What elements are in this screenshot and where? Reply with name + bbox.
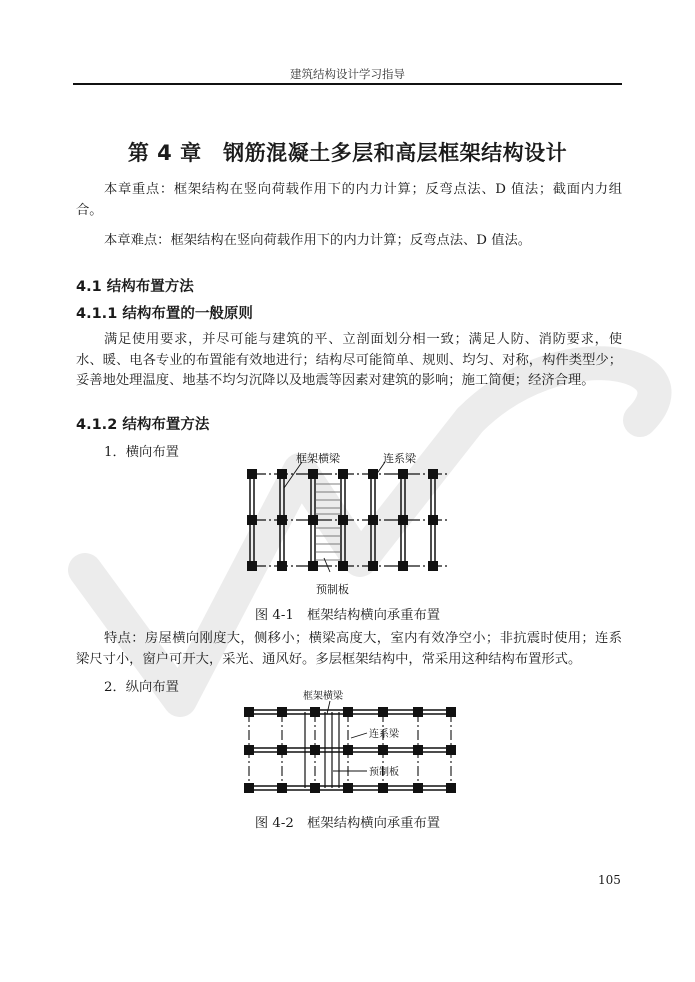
section-heading-4-1: 4.1 结构布置方法: [76, 279, 194, 295]
chapter-title: 第 4 章 钢筋混凝土多层和高层框架结构设计: [127, 141, 568, 165]
list-item-longitudinal: 2．纵向布置: [104, 680, 179, 695]
label-precast-slab: 预制板: [316, 583, 349, 596]
figure-4-2-diagram: [235, 688, 465, 800]
label-frame-beam: 框架横梁: [296, 452, 340, 465]
section-heading-4-1-2: 4.1.2 结构布置方法: [76, 417, 210, 433]
figure-4-1-caption: 图 4-1 框架结构横向承重布置: [254, 608, 441, 623]
label-precast-slab: 预制板: [369, 767, 399, 778]
page-number: 105: [598, 873, 621, 887]
list-item-transverse: 1．横向布置: [104, 445, 179, 460]
label-frame-beam: 框架横梁: [303, 691, 343, 702]
principles-paragraph: 满足使用要求，并尽可能与建筑的平、立剖面划分相一致；满足人防、消防要求，使水、暖、电各专业的布置能有效地进行；结构尽可能简单、规则、均匀、对称，构件类型少；妥善地处理温度、地基不均匀沉降以及地震等因素对建筑的影响；施工简便；经济合理。: [76, 332, 622, 388]
header-rule: [73, 83, 622, 85]
figure-4-2-caption: 图 4-2 框架结构横向承重布置: [254, 816, 441, 831]
difficulties-paragraph: 本章难点：框架结构在竖向荷载作用下的内力计算；反弯点法、D 值法。: [104, 233, 532, 248]
running-header: 建筑结构设计学习指导: [290, 67, 405, 81]
label-tie-beam: 连系梁: [383, 452, 416, 465]
figure-4-1-diagram: [240, 448, 460, 600]
label-tie-beam: 连系梁: [369, 729, 399, 740]
section-heading-4-1-1: 4.1.1 结构布置的一般原则: [76, 306, 253, 322]
features-paragraph: 特点：房屋横向刚度大，侧移小；横梁高度大，室内有效净空小；非抗震时使用；连系梁尺寸小，窗户可开大，采光、通风好。多层框架结构中，常采用这种结构布置形式。: [76, 631, 622, 667]
key-points-paragraph: 本章重点：框架结构在竖向荷载作用下的内力计算；反弯点法、D 值法；截面内力组合。: [76, 182, 622, 218]
